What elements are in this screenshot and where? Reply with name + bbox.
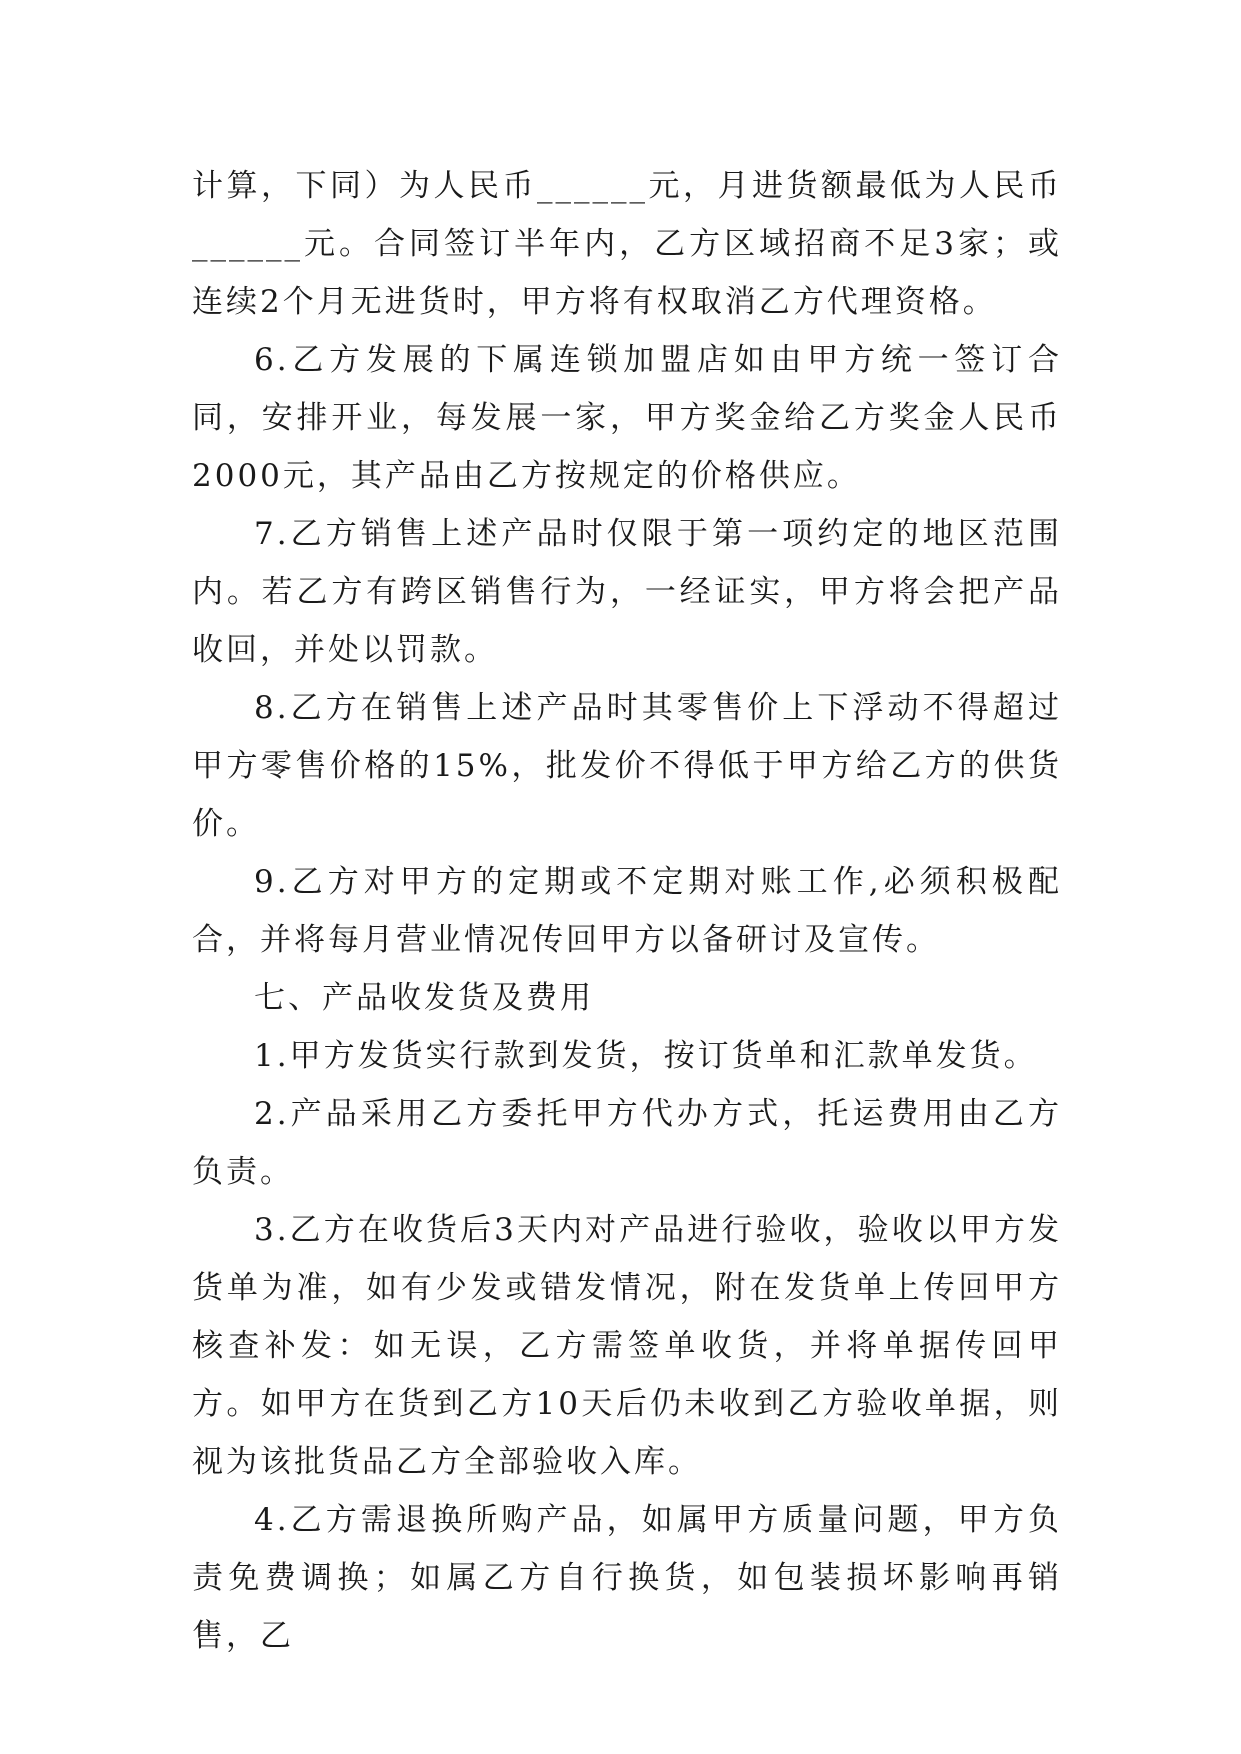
paragraph-clause-8: 8.乙方在销售上述产品时其零售价上下浮动不得超过甲方零售价格的15%，批发价不得低于甲方给乙方的供货价。 bbox=[192, 690, 1062, 842]
paragraph-clause-9: 9.乙方对甲方的定期或不定期对账工作,必须积极配合，并将每月营业情况传回甲方以备研讨及宣传。 bbox=[192, 864, 1062, 958]
paragraph-shipping-4: 4.乙方需退换所购产品，如属甲方质量问题，甲方负责免费调换；如属乙方自行换货，如包装损坏影响再销售，乙 bbox=[192, 1502, 1062, 1654]
paragraph-shipping-3: 3.乙方在收货后3天内对产品进行验收，验收以甲方发货单为准，如有少发或错发情况，附在发货单上传回甲方核查补发：如无误，乙方需签单收货，并将单据传回甲方。如甲方在货到乙方10天后仍未收到乙方验收单据，则视为该批货品乙方全部验收入库。 bbox=[192, 1212, 1062, 1480]
paragraph-shipping-1: 1.甲方发货实行款到发货，按订货单和汇款单发货。 bbox=[254, 1038, 1038, 1074]
document-body bbox=[192, 157, 1062, 1665]
paragraph-clause-7: 7.乙方销售上述产品时仅限于第一项约定的地区范围内。若乙方有跨区销售行为，一经证实，甲方将会把产品收回，并处以罚款。 bbox=[192, 516, 1062, 668]
paragraph-shipping-2: 2.产品采用乙方委托甲方代办方式，托运费用由乙方负责。 bbox=[192, 1096, 1062, 1190]
paragraph-clause-6: 6.乙方发展的下属连锁加盟店如由甲方统一签订合同，安排开业，每发展一家，甲方奖金给乙方奖金人民币2000元，其产品由乙方按规定的价格供应。 bbox=[192, 342, 1062, 494]
section-heading-7: 七、产品收发货及费用 bbox=[254, 980, 594, 1016]
paragraph-continuation: 计算，下同）为人民币______元，月进货额最低为人民币______元。合同签订半年内，乙方区域招商不足3家；或连续2个月无进货时，甲方将有权取消乙方代理资格。 bbox=[192, 168, 1062, 320]
